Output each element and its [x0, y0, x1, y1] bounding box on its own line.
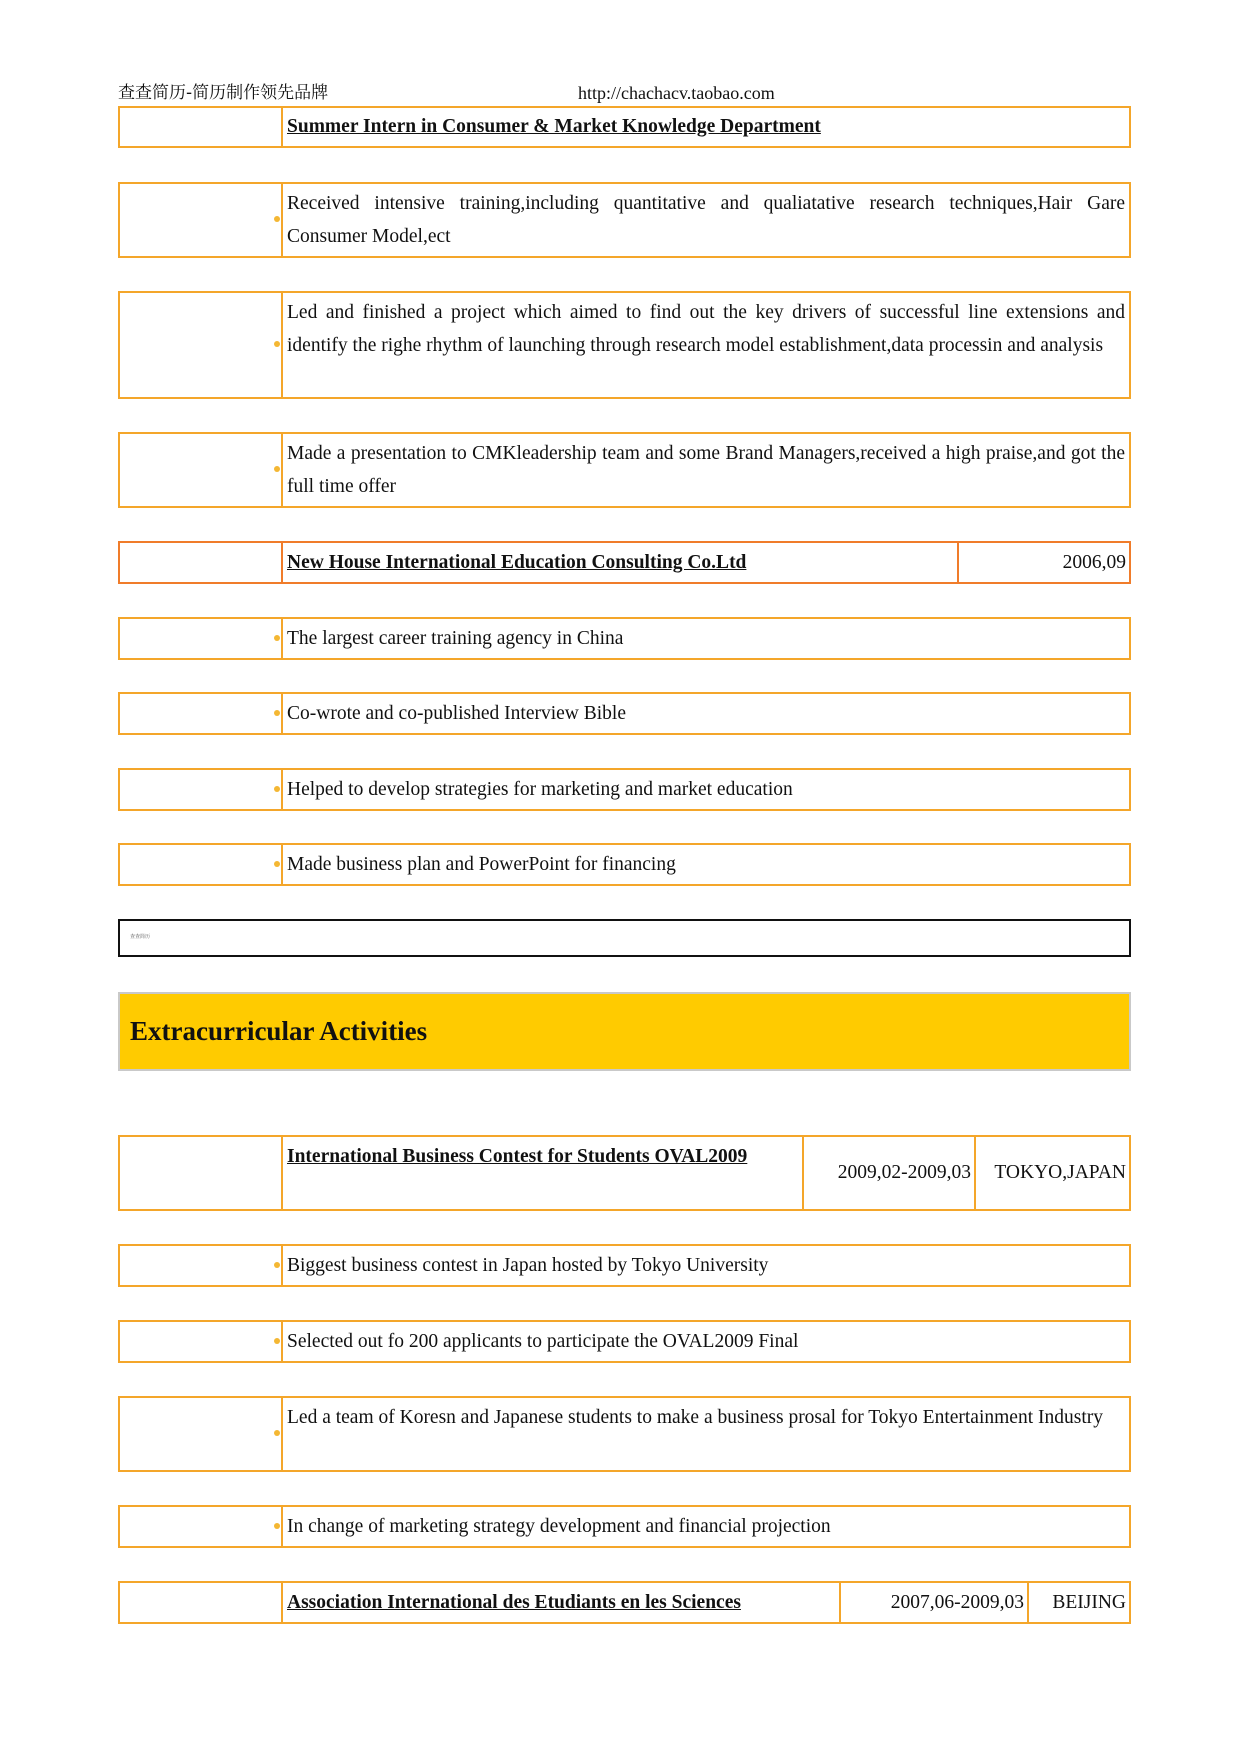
bullet-icon — [274, 1430, 280, 1436]
section-heading — [118, 992, 1131, 1071]
activity-title-row — [118, 1581, 1131, 1624]
bullet-icon — [274, 786, 280, 792]
bullet-icon — [274, 1523, 280, 1529]
job-title: Summer Intern in Consumer & Market Knowledge Department — [287, 116, 821, 137]
header-url[interactable]: http://chachacv.taobao.com — [578, 83, 775, 103]
job-title-cell — [283, 108, 1129, 146]
activity-title: International Business Contest for Students OVAL2009 — [287, 1146, 748, 1167]
bullet-icon — [274, 635, 280, 641]
bullet-row — [118, 843, 1131, 886]
left-cell — [120, 1322, 283, 1361]
bullet-icon — [274, 1338, 280, 1344]
bullet-row — [118, 291, 1131, 399]
activity-title-row — [118, 1135, 1131, 1211]
bullet-text: The largest career training agency in China — [287, 628, 624, 649]
bullet-text: In change of marketing strategy development and financial projection — [287, 1516, 831, 1537]
left-cell — [120, 108, 283, 146]
bullet-row — [118, 1244, 1131, 1287]
bullet-icon — [274, 466, 280, 472]
bullet-text: Biggest business contest in Japan hosted by Tokyo University — [287, 1255, 769, 1276]
left-cell — [120, 1398, 283, 1470]
bullet-icon — [274, 216, 280, 222]
bullet-row — [118, 692, 1131, 735]
left-cell — [120, 770, 283, 809]
bullet-text: Helped to develop strategies for marketing and market education — [287, 779, 793, 800]
job-title-cell — [283, 543, 957, 582]
left-cell — [120, 184, 283, 256]
job-title-row — [118, 541, 1131, 584]
separator-text: 查查简历 — [130, 934, 151, 940]
activity-date: 2007,06-2009,03 — [839, 1583, 1027, 1622]
left-cell — [120, 1583, 283, 1622]
activity-date: 2009,02-2009,03 — [802, 1137, 974, 1209]
left-cell — [120, 543, 283, 582]
bullet-row — [118, 1396, 1131, 1472]
left-cell — [120, 619, 283, 658]
bullet-text: Led a team of Koresn and Japanese students to make a business prosal for Tokyo Entertainment Industry — [287, 1407, 1103, 1428]
job-title-row — [118, 106, 1131, 148]
activity-location: TOKYO,JAPAN — [974, 1137, 1129, 1209]
bullet-text: Made business plan and PowerPoint for financing — [287, 854, 676, 875]
bullet-row — [118, 1505, 1131, 1548]
bullet-row — [118, 432, 1131, 508]
bullet-icon — [274, 1262, 280, 1268]
section-title: Extracurricular Activities — [130, 1016, 428, 1046]
bullet-text: Co-wrote and co-published Interview Bible — [287, 703, 626, 724]
left-cell — [120, 845, 283, 884]
separator-box — [118, 919, 1131, 957]
job-date: 2006,09 — [957, 543, 1129, 582]
left-cell — [120, 694, 283, 733]
bullet-row — [118, 1320, 1131, 1363]
bullet-row — [118, 768, 1131, 811]
header-brand: 查查简历-简历制作领先品牌 — [118, 83, 329, 103]
bullet-icon — [274, 861, 280, 867]
bullet-text: Received intensive training,including quantitative and qualiatative research techniques,Hair Gare Consumer Model,ect — [287, 193, 1125, 247]
bullet-icon — [274, 710, 280, 716]
bullet-row — [118, 617, 1131, 660]
activity-title-cell — [283, 1583, 839, 1622]
bullet-row — [118, 182, 1131, 258]
activity-title: Association International des Etudiants en les Sciences — [287, 1591, 741, 1613]
activity-location: BEIJING — [1027, 1583, 1129, 1622]
left-cell — [120, 1137, 283, 1209]
bullet-text: Made a presentation to CMKleadership team and some Brand Managers,received a high praise,and got the full time offer — [287, 443, 1125, 497]
bullet-icon — [274, 341, 280, 347]
left-cell — [120, 293, 283, 397]
left-cell — [120, 434, 283, 506]
bullet-text: Selected out fo 200 applicants to participate the OVAL2009 Final — [287, 1331, 799, 1352]
activity-title-cell — [283, 1137, 802, 1209]
left-cell — [120, 1246, 283, 1285]
bullet-text: Led and finished a project which aimed to find out the key drivers of successful line extensions and identify the righe rhythm of launching through research model establishment,data processin and analysis — [287, 302, 1125, 356]
left-cell — [120, 1507, 283, 1546]
job-title: New House International Education Consulting Co.Ltd — [287, 551, 747, 573]
